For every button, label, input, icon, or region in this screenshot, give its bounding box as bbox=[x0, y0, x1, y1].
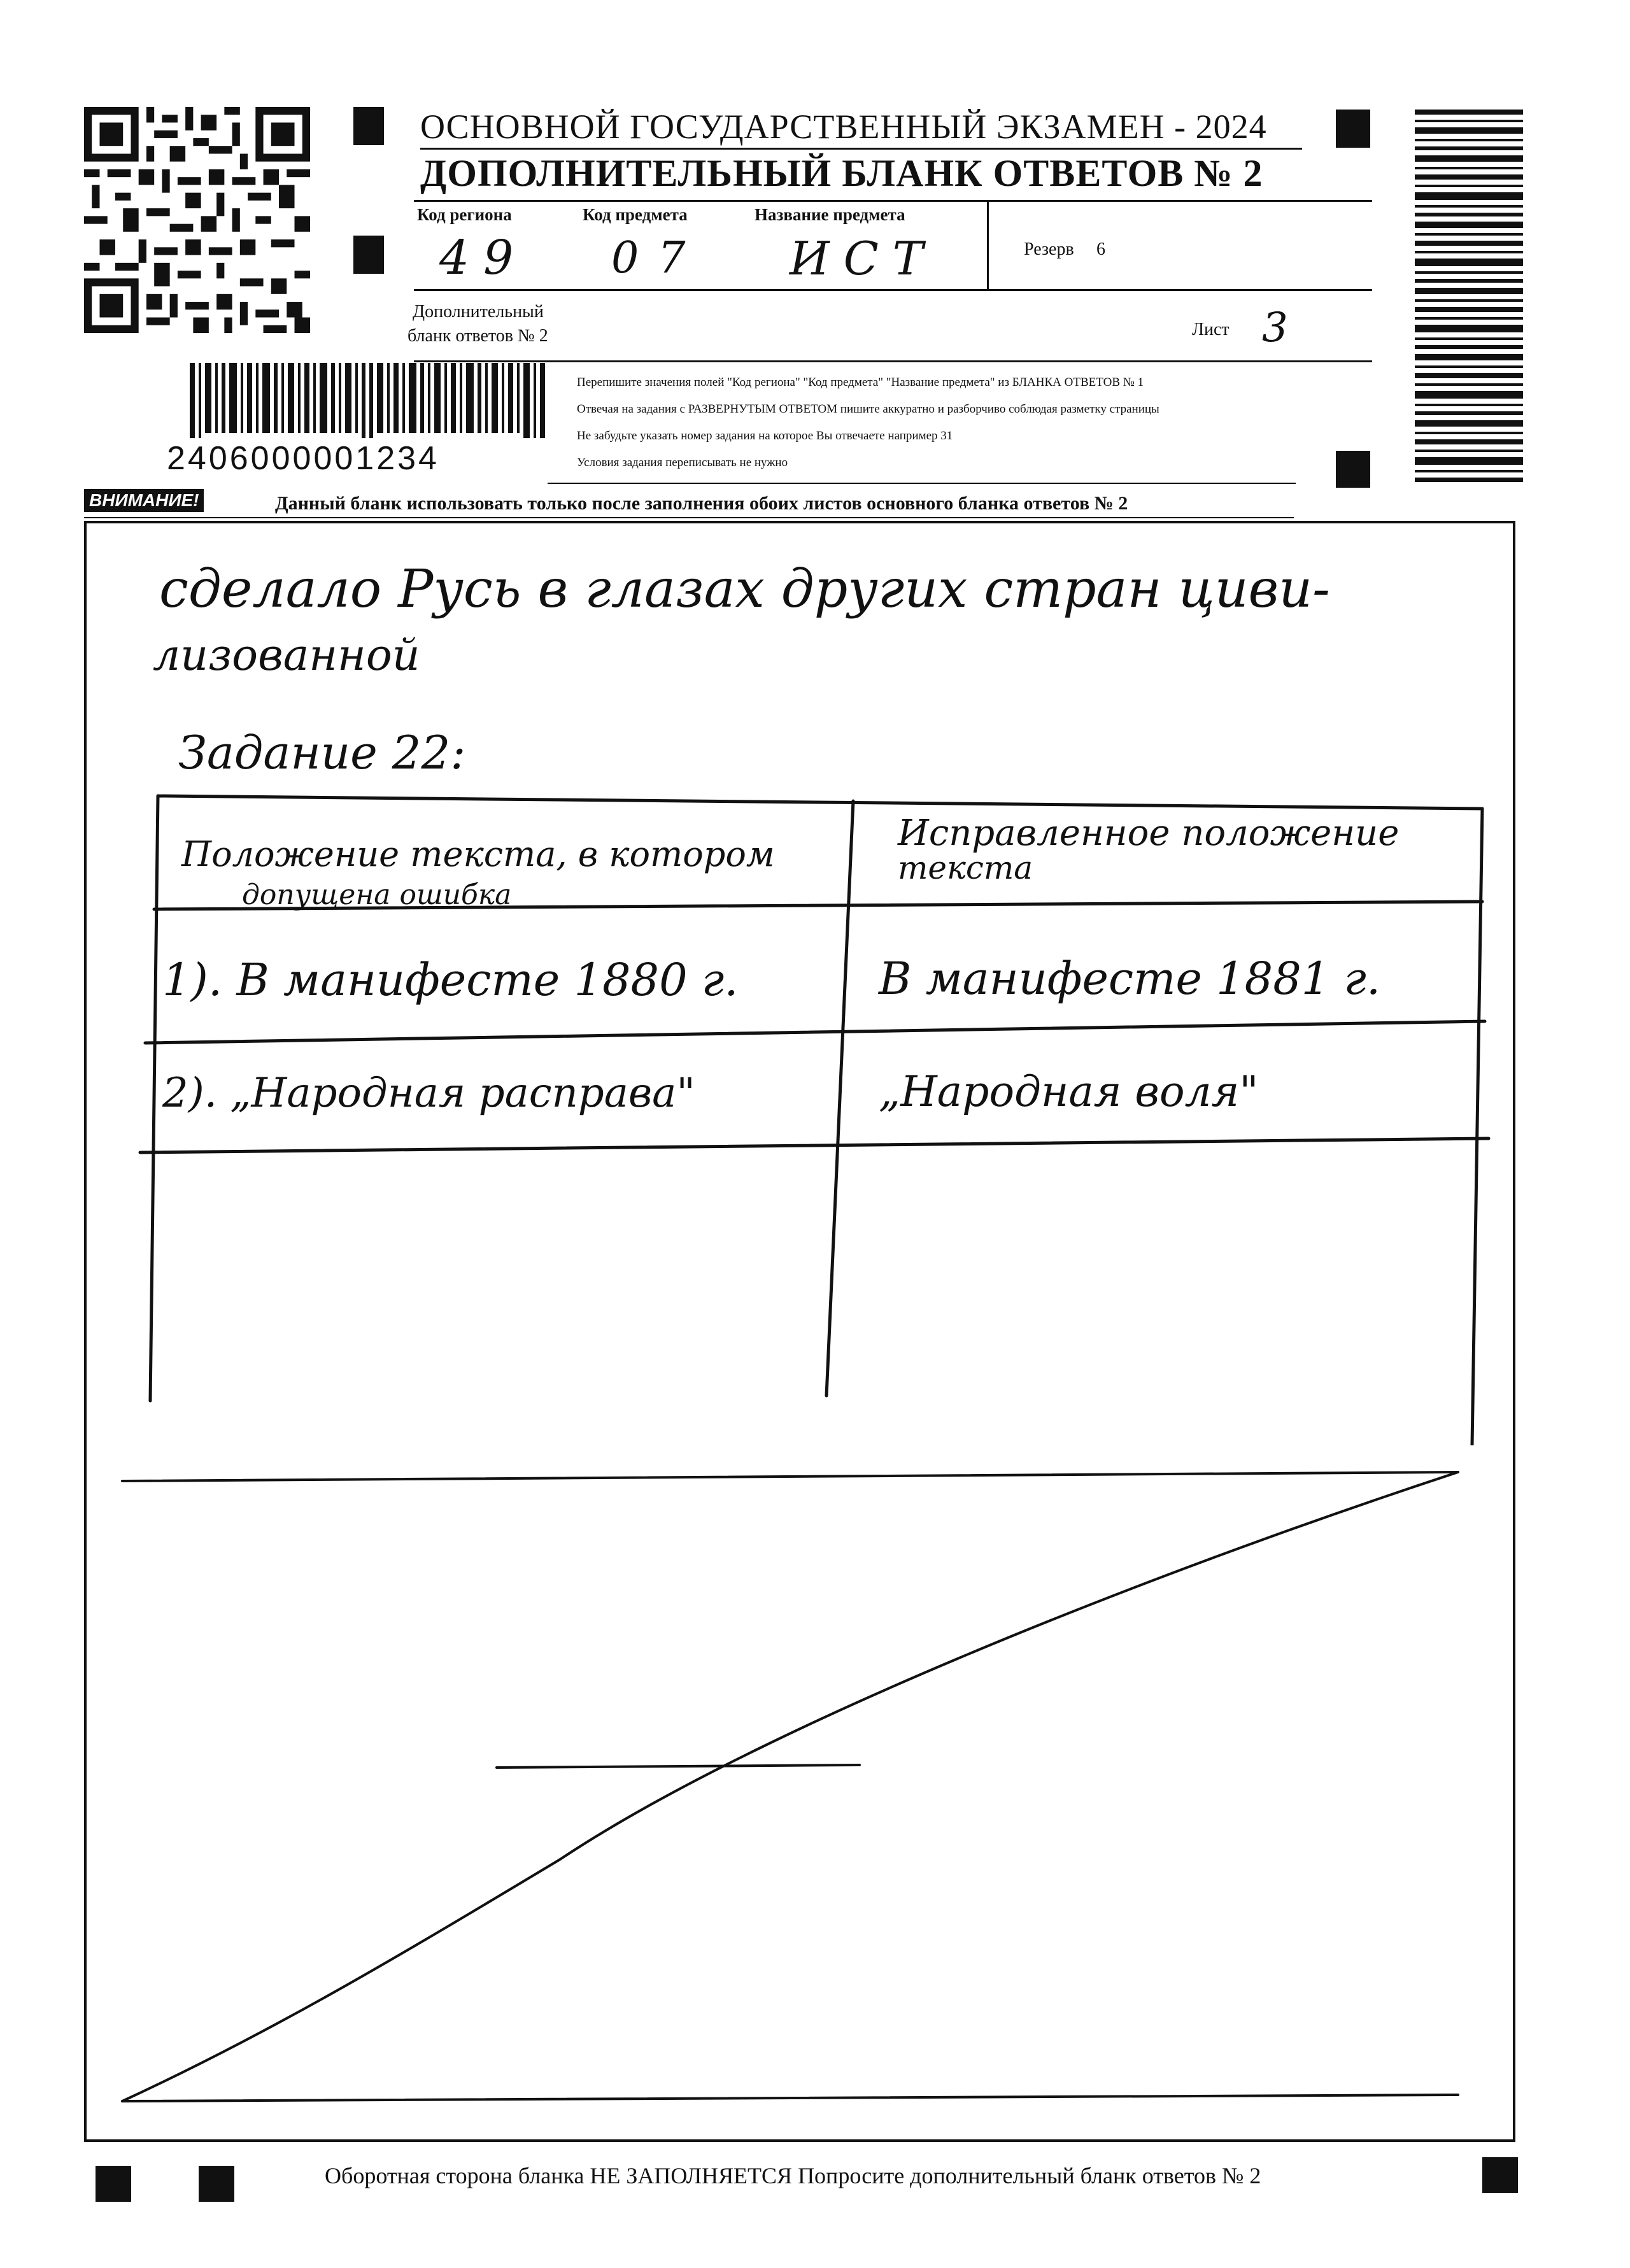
instruction-line: Не забудьте указать номер задания на которое Вы отвечаете например 31 bbox=[577, 429, 953, 443]
qr-code-icon bbox=[84, 107, 310, 333]
instruction-line: Перепишите значения полей "Код региона" "Код предмета" "Название предмета" из БЛАНКА ОТВЕТОВ № 1 bbox=[577, 376, 1144, 389]
subject-code-value: 07 bbox=[611, 233, 705, 283]
table-cell-fixed: В манифесте 1881 г. bbox=[879, 953, 1381, 1005]
instruction-line: Отвечая на задания с РАЗВЕРНУТЫМ ОТВЕТОМ пишите аккуратно и разборчиво соблюдая разметку страницы bbox=[577, 402, 1159, 416]
header-divider bbox=[414, 289, 1372, 291]
side-barcode-icon bbox=[1415, 110, 1523, 482]
corner-marker bbox=[353, 236, 384, 274]
barcode-number: 2406000001234 bbox=[167, 440, 439, 477]
header-divider bbox=[414, 200, 1372, 202]
header-vertical-divider bbox=[987, 200, 989, 289]
instruction-line: Условия задания переписывать не нужно bbox=[577, 456, 788, 469]
barcode-icon bbox=[190, 363, 546, 438]
table-cell-wrong: 1). В манифесте 1880 г. bbox=[162, 954, 739, 1006]
subject-name-value: ИСТ bbox=[790, 232, 937, 285]
corner-marker bbox=[96, 2166, 131, 2202]
header-divider bbox=[414, 360, 1372, 362]
extra-form-label-line2: бланк ответов № 2 bbox=[408, 326, 548, 346]
corner-marker bbox=[1482, 2157, 1518, 2193]
answer-line: сделало Русь в глазах других стран циви- bbox=[159, 559, 1330, 620]
instruction-underline bbox=[548, 483, 1296, 484]
warning-underline bbox=[84, 517, 1294, 518]
z-strike-mark bbox=[115, 1458, 1503, 2108]
footer-note: Оборотная сторона бланка НЕ ЗАПОЛНЯЕТСЯ Попросите дополнительный бланк ответов № 2 bbox=[325, 2163, 1261, 2188]
extra-form-label-line1: Дополнительный bbox=[413, 302, 544, 322]
table-cell-fixed: „Народная воля" bbox=[879, 1067, 1259, 1116]
table-cell-wrong: 2). „Народная расправа" bbox=[162, 1070, 695, 1117]
answer-line: лизованной bbox=[153, 630, 420, 681]
subject-name-label: Название предмета bbox=[755, 205, 905, 224]
subject-code-label: Код предмета bbox=[583, 205, 688, 224]
exam-title: ОСНОВНОЙ ГОСУДАРСТВЕННЫЙ ЭКЗАМЕН - 2024 bbox=[420, 108, 1267, 146]
reserve-value: 6 bbox=[1096, 239, 1105, 259]
exam-title-underline bbox=[420, 148, 1302, 150]
table-header-col2: текста bbox=[898, 849, 1033, 886]
sheet-label: Лист bbox=[1192, 320, 1230, 339]
corner-marker bbox=[199, 2166, 234, 2202]
table-header-col2: Исправленное положение bbox=[898, 812, 1400, 854]
warning-badge: ВНИМАНИЕ! bbox=[84, 489, 204, 512]
corner-marker bbox=[1336, 451, 1370, 488]
corner-marker bbox=[353, 107, 384, 145]
corner-marker bbox=[1336, 110, 1370, 148]
form-title: ДОПОЛНИТЕЛЬНЫЙ БЛАНК ОТВЕТОВ № 2 bbox=[420, 152, 1263, 194]
sheet-value: 3 bbox=[1262, 304, 1288, 351]
task-heading: Задание 22: bbox=[178, 726, 466, 779]
region-code-label: Код региона bbox=[417, 205, 512, 224]
region-code-value: 49 bbox=[439, 230, 528, 285]
warning-text: Данный бланк использовать только после заполнения обоих листов основного бланка ответов № 2 bbox=[275, 493, 1128, 514]
reserve-label: Резерв bbox=[1024, 239, 1074, 259]
table-header-col1: допущена ошибка bbox=[242, 879, 512, 911]
table-header-col1: Положение текста, в котором bbox=[181, 834, 775, 874]
